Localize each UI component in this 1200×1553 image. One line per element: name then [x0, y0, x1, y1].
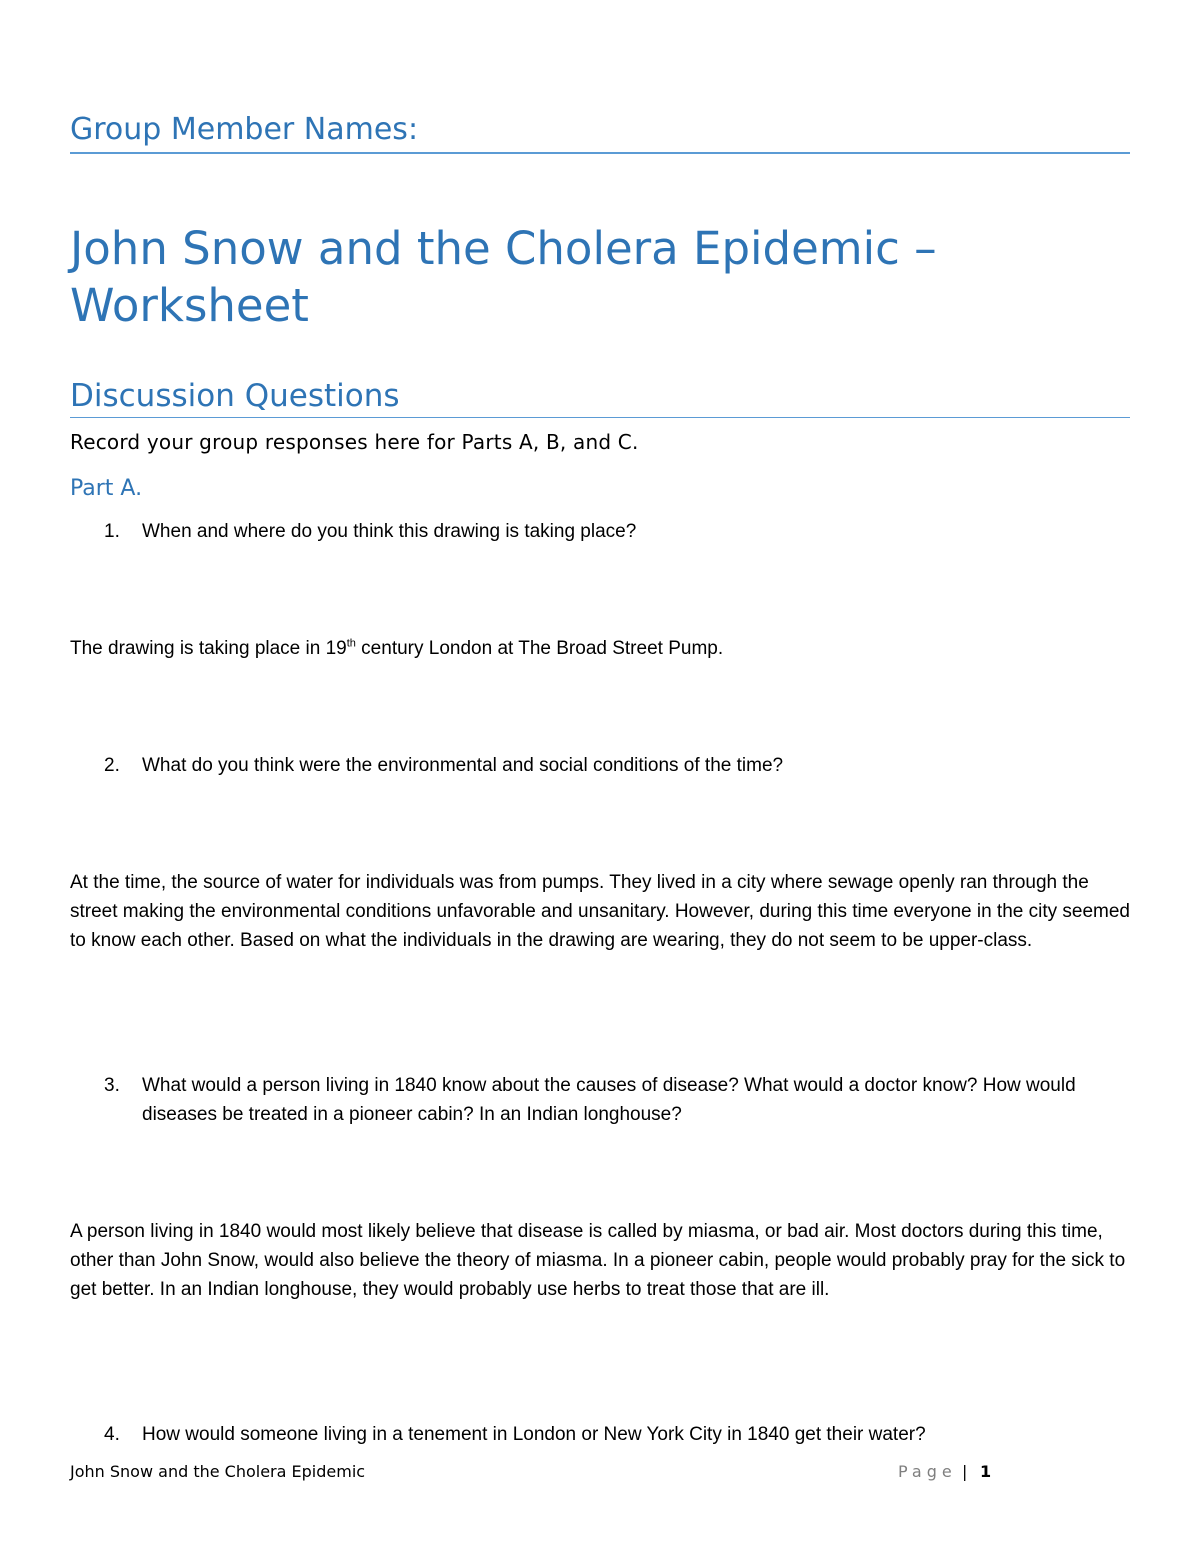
question-text: When and where do you think this drawing is taking place? — [142, 521, 637, 542]
footer-separator: | — [962, 1462, 968, 1481]
section-divider — [70, 417, 1130, 418]
question-text: What would a person living in 1840 know about the causes of disease? What would a doctor know? How would diseases be treated in a pioneer cabin? In an Indian longhouse? — [142, 1075, 1076, 1125]
page-footer — [70, 1460, 1130, 1484]
question-text: How would someone living in a tenement in London or New York City in 1840 get their water? — [142, 1424, 926, 1445]
question-number: 4. — [104, 1424, 120, 1445]
section-heading: Discussion Questions — [70, 378, 400, 414]
heading-divider — [70, 152, 1130, 154]
question-4 — [70, 1420, 1130, 1449]
question-text: What do you think were the environmental and social conditions of the time? — [142, 755, 784, 776]
footer-title: John Snow and the Cholera Epidemic — [70, 1462, 366, 1481]
group-member-names-heading: Group Member Names: — [70, 112, 419, 147]
question-1 — [70, 517, 1130, 546]
document-title — [70, 220, 1130, 334]
question-2 — [70, 751, 1130, 780]
footer-page-label: Page — [898, 1462, 957, 1481]
document-title-line-1: John Snow and the Cholera Epidemic – — [70, 222, 937, 275]
instructions-text: Record your group responses here for Parts A, B, and C. — [70, 430, 639, 454]
question-number: 2. — [104, 755, 120, 776]
superscript-th: th — [346, 637, 356, 650]
answer-text-end: century London at The Broad Street Pump. — [355, 638, 724, 659]
footer-page-number: 1 — [980, 1462, 992, 1481]
answer-1 — [70, 634, 1130, 663]
answer-3: A person living in 1840 would most likely believe that disease is called by miasma, or bad air. Most doctors during this time, other than John Snow, would also believe the theory of miasma. In a pioneer cabin, people would probably pray for the sick to get better. In an Indian longhouse, they would probably use herbs to treat those that are ill. — [70, 1221, 1126, 1300]
question-number: 1. — [104, 521, 120, 542]
worksheet-page — [70, 0, 1130, 1553]
answer-text: The drawing is taking place in 19 — [70, 638, 347, 659]
question-number: 3. — [104, 1075, 120, 1096]
question-3 — [70, 1071, 1130, 1129]
document-title-line-2: Worksheet — [70, 279, 309, 332]
answer-2: At the time, the source of water for individuals was from pumps. They lived in a city where sewage openly ran through the street making the environmental conditions unfavorable and unsanitary. However, during this time everyone in the city seemed to know each other. Based on what the individuals in the drawing are wearing, they do not seem to be upper-class. — [70, 872, 1131, 951]
part-a-heading: Part A. — [70, 476, 143, 501]
